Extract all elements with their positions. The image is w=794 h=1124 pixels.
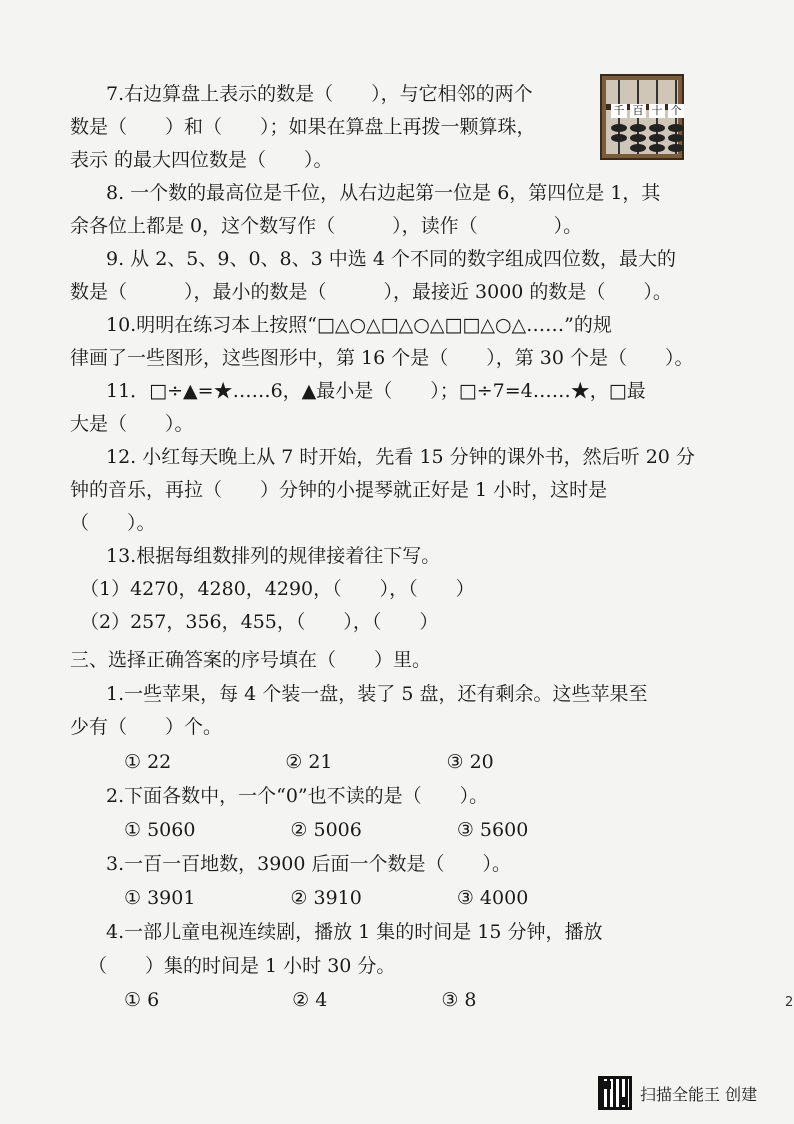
- q13-title: 13.根据每组数排列的规律接着往下写。: [106, 545, 441, 567]
- abacus-label-qian: 千: [611, 104, 627, 118]
- s3-q3-options: ① 3901 ② 3910 ③ 4000: [124, 887, 529, 909]
- section-3-heading: 三、选择正确答案的序号填在（ ）里。: [70, 649, 432, 671]
- q10-line-1: 10.明明在练习本上按照“□△○△□△○△□□△○△……”的规: [106, 314, 612, 336]
- abacus-image: [600, 74, 684, 160]
- s3-q4-line-2: （ ）集的时间是 1 小时 30 分。: [88, 955, 396, 977]
- q9-line-2: 数是（ ），最小的数是（ ），最接近 3000 的数是（ ）。: [70, 281, 672, 303]
- qr-code-icon: [598, 1076, 632, 1110]
- q13-part-2: （2）257，356，455，（ ），（ ）: [80, 611, 439, 633]
- s3-q2-options: ① 5060 ② 5006 ③ 5600: [124, 819, 529, 841]
- q12-line-1: 12. 小红每天晚上从 7 时开始，先看 15 分钟的课外书，然后听 20 分: [106, 446, 695, 468]
- q7-line-2: 数是（ ）和（ ）；如果在算盘上再拨一颗算珠，: [70, 116, 536, 138]
- q7-line-3: 表示 的最大四位数是（ ）。: [70, 149, 333, 171]
- abacus-label-ge: 个: [668, 104, 684, 118]
- scanner-watermark: 扫描全能王 创建: [640, 1085, 758, 1104]
- q9-line-1: 9. 从 2、5、9、0、8、3 中选 4 个不同的数字组成四位数，最大的: [106, 248, 676, 270]
- s3-q1-line-2: 少有（ ）个。: [70, 716, 223, 738]
- q11-line-1: 11．□÷▲=★……6，▲最小是（ ）；□÷7=4……★，□最: [106, 380, 646, 402]
- s3-q3-line: 3.一百一百地数，3900 后面一个数是（ ）。: [106, 853, 512, 875]
- q10-line-2: 律画了一些图形，这些图形中，第 16 个是（ ），第 30 个是（ ）。: [70, 347, 694, 369]
- s3-q2-line: 2.下面各数中，一个“0”也不读的是（ ）。: [106, 785, 489, 807]
- q12-line-2: 钟的音乐，再拉（ ）分钟的小提琴就正好是 1 小时，这时是: [70, 479, 608, 501]
- q7-line-1: 7.右边算盘上表示的数是（ ），与它相邻的两个: [106, 83, 533, 105]
- abacus-label-bai: 百: [630, 104, 646, 118]
- s3-q4-options: ① 6 ② 4 ③ 8: [124, 989, 477, 1011]
- s3-q1-line-1: 1.一些苹果，每 4 个装一盘，装了 5 盘，还有剩余。这些苹果至: [106, 683, 648, 705]
- abacus-label-shi: 十: [649, 104, 665, 118]
- s3-q4-line-1: 4.一部儿童电视连续剧，播放 1 集的时间是 15 分钟，播放: [106, 921, 603, 943]
- q8-line-2: 余各位上都是 0，这个数写作（ ），读作（ ）。: [70, 215, 583, 237]
- s3-q1-options: ① 22 ② 21 ③ 20: [124, 751, 494, 773]
- margin-page-mark: 2: [785, 995, 794, 1010]
- q11-line-2: 大是（ ）。: [70, 413, 194, 435]
- q12-line-3: （ ）。: [70, 512, 156, 534]
- q8-line-1: 8. 一个数的最高位是千位，从右边起第一位是 6，第四位是 1，其: [106, 182, 661, 204]
- q13-part-1: （1）4270，4280，4290，（ ），（ ）: [80, 578, 475, 600]
